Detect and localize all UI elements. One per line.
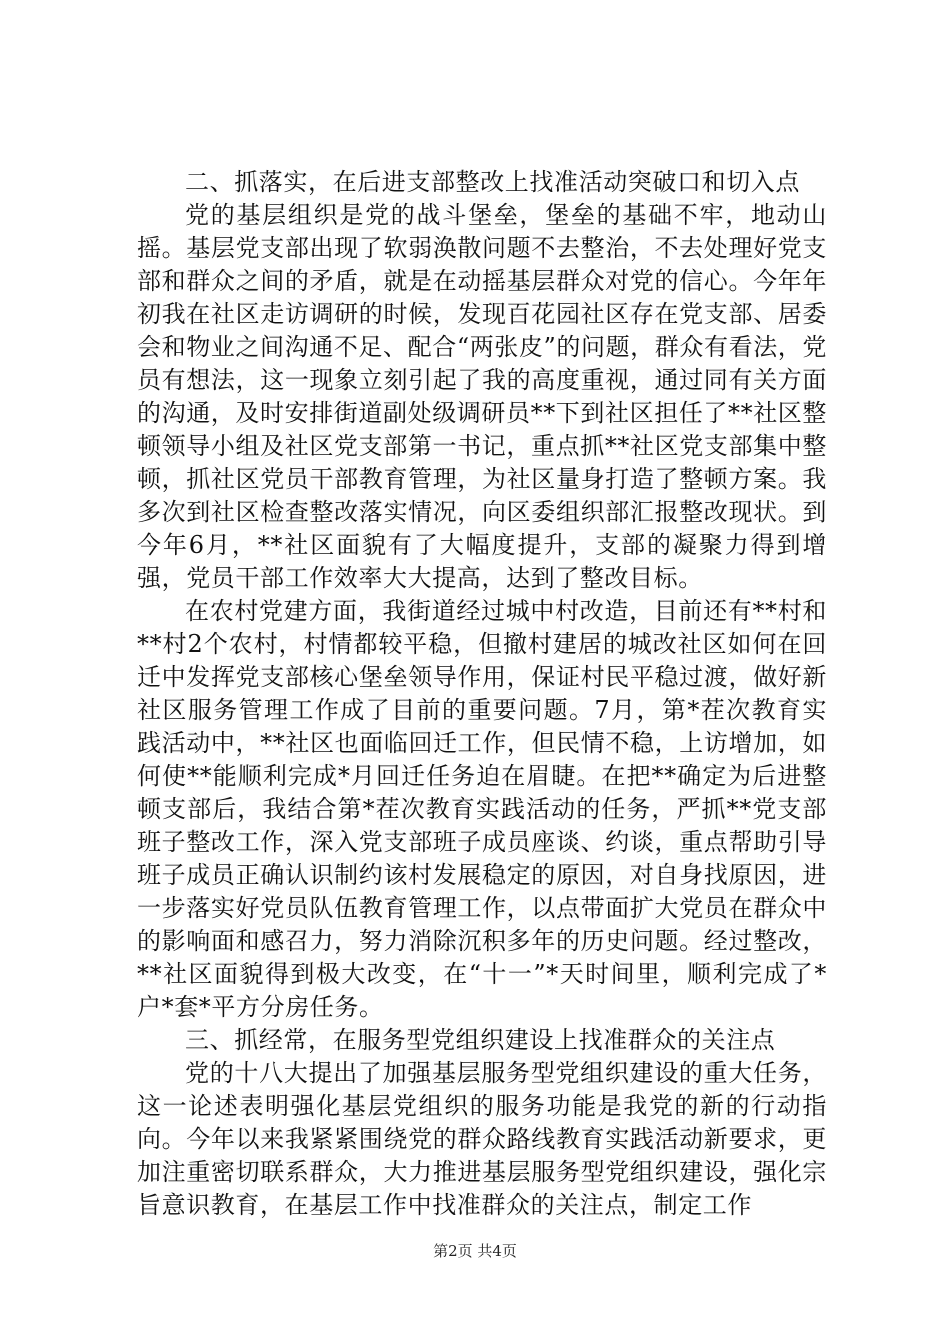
document-body bbox=[137, 166, 827, 1222]
section-heading-3: 三、抓经常，在服务型党组织建设上找准群众的关注点 bbox=[185, 1026, 776, 1054]
section-heading-2: 二、抓落实，在后进支部整改上找准活动突破口和切入点 bbox=[185, 168, 800, 196]
body-paragraph: 党的十八大提出了加强基层服务型党组织建设的重大任务，这一论述表明强化基层党组织的服务功能是我党的新的行动指向。今年以来我紧紧围绕党的群众路线教育实践活动新要求，更加注重密切联系群众，大力推进基层服务型党组织建设，强化宗旨意识教育，在基层工作中找准群众的关注点，制定工作 bbox=[137, 1059, 827, 1219]
page-footer: 第2页 共4页 bbox=[433, 1242, 517, 1260]
body-paragraph: 党的基层组织是党的战斗堡垒，堡垒的基础不牢，地动山摇。基层党支部出现了软弱涣散问题不去整治，不去处理好党支部和群众之间的矛盾，就是在动摇基层群众对党的信心。今年年初我在社区走访调研的时候，发现百花园社区存在党支部、居委会和物业之间沟通不足、配合“两张皮”的问题，群众有看法，党员有想法，这一现象立刻引起了我的高度重视，通过同有关方面的沟通，及时安排街道副处级调研员**下到社区担任了**社区整顿领导小组及社区党支部第一书记，重点抓**社区党支部集中整顿，抓社区党员干部教育管理，为社区量身打造了整顿方案。我多次到社区检查整改落实情况，向区委组织部汇报整改现状。到今年6月，**社区面貌有了大幅度提升，支部的凝聚力得到增强，党员干部工作效率大大提高，达到了整改目标。 bbox=[137, 201, 827, 592]
body-paragraph: 在农村党建方面，我街道经过城中村改造，目前还有**村和**村2个农村，村情都较平稳，但撤村建居的城改社区如何在回迁中发挥党支部核心堡垒领导作用，保证村民平稳过渡，做好新社区服务管理工作成了目前的重要问题。7月，第*茬次教育实践活动中，**社区也面临回迁工作，但民情不稳，上访增加，如何使**能顺利完成*月回迁任务迫在眉睫。在把**确定为后进整顿支部后，我结合第*茬次教育实践活动的任务，严抓**党支部班子整改工作，深入党支部班子成员座谈、约谈，重点帮助引导班子成员正确认识制约该村发展稳定的原因，对自身找原因，进一步落实好党员队伍教育管理工作，以点带面扩大党员在群众中的影响面和感召力，努力消除沉积多年的历史问题。经过整改，**社区面貌得到极大改变，在“十一”*天时间里，顺利完成了*户*套*平方分房任务。 bbox=[137, 597, 827, 1021]
